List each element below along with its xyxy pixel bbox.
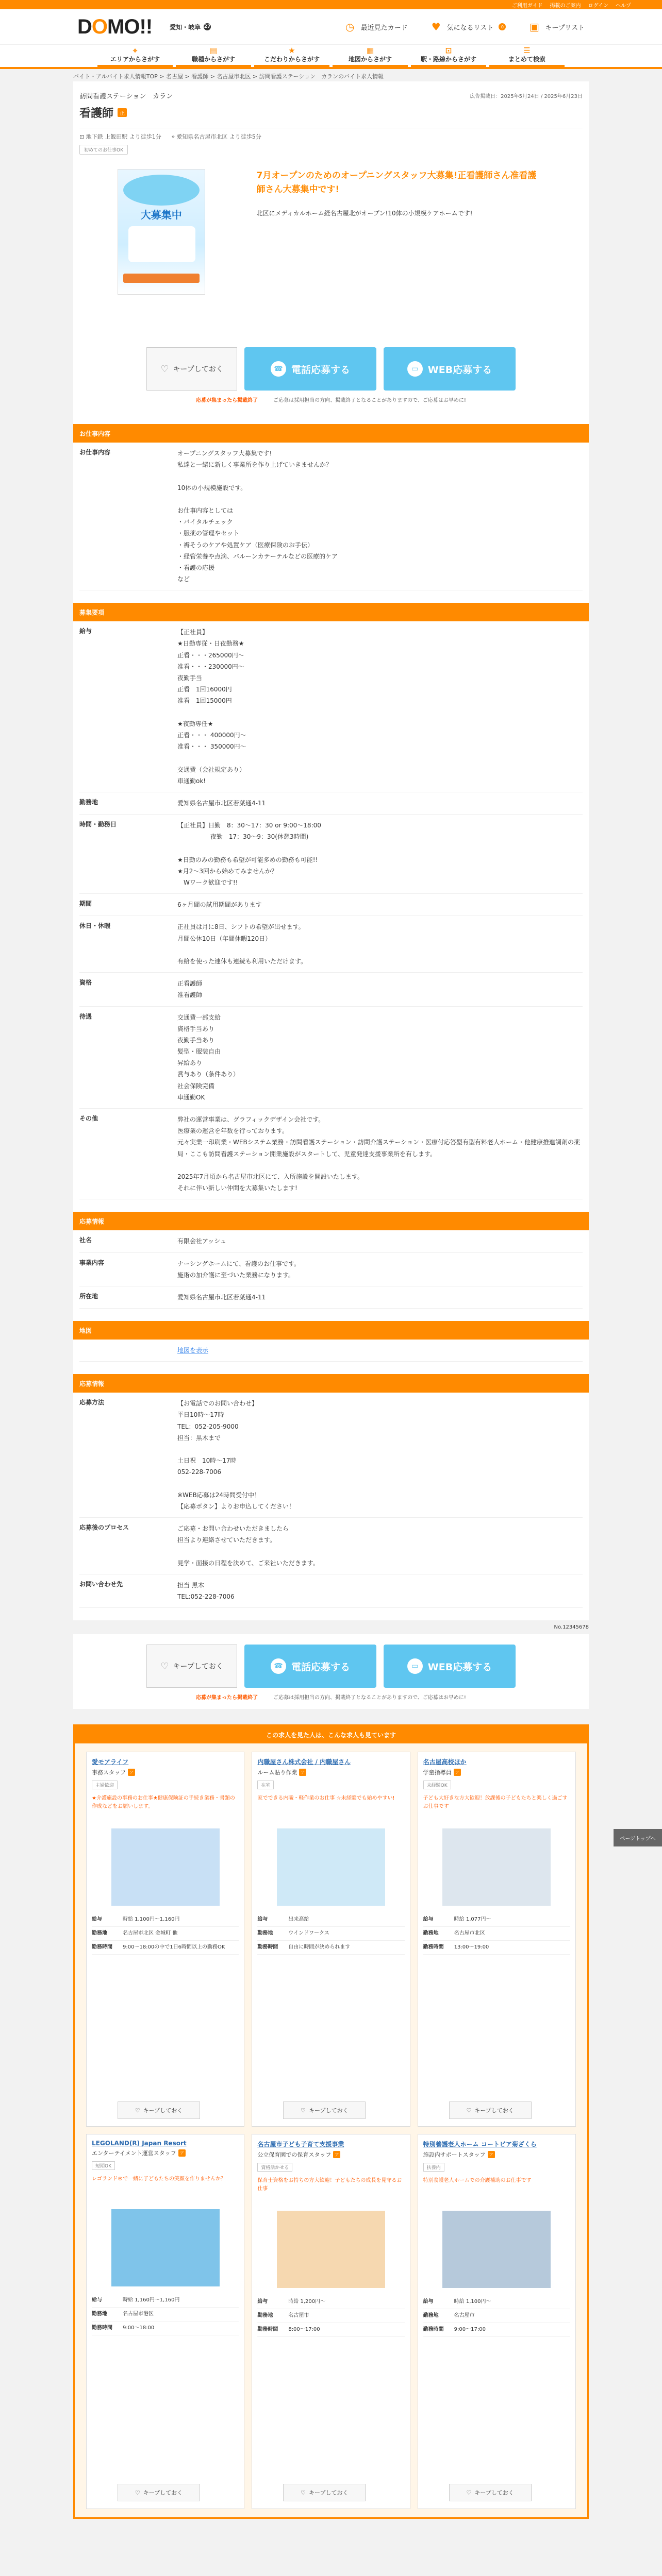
info-row: [79, 1340, 583, 1362]
info-value: 【正社員】 ★日勤専従・日夜勤務★ 正看・・・265000円～ 准看・・・230000円～ 夜勤手当 正看 1回16000円 准看 1回15000円 ★夜勤専任★ 正看・・・ 400000円～ 准看・・・ 350000円～ 交通費（会社規定あり） 車通勤ok!: [177, 629, 246, 785]
map-pin-icon: ⌖: [133, 45, 138, 55]
posting-dates: 広告掲載日：2025年5月24日 / 2025年6月23日: [470, 94, 583, 99]
heart-icon: ♡: [466, 2489, 472, 2496]
section-header: 応募情報: [73, 1374, 589, 1393]
similar-job-place: 勤務地 名古屋市北区: [423, 1927, 570, 1941]
site-logo[interactable]: D O MO!!: [77, 15, 153, 38]
nav-map[interactable]: ▦ 地図からさがす: [333, 45, 408, 67]
section-header: 募集要項: [73, 603, 589, 621]
list-icon: ☰: [523, 45, 531, 55]
similar-job-title: ルーム貼り作業 ア: [257, 1768, 404, 1776]
info-label: 事業内容: [79, 1259, 105, 1266]
similar-job-tag: 資格活かせる: [257, 2163, 292, 2172]
nav-preference[interactable]: ★ こだわりからさがす: [254, 45, 329, 67]
info-row: [79, 621, 583, 792]
site-header: [0, 9, 662, 44]
station-info: ⊡ 地下鉄 上飯田駅 より徒歩1分: [79, 133, 161, 140]
info-label: 時間・勤務日: [79, 821, 117, 828]
tel-apply-button[interactable]: ☎ 電話応募する: [244, 347, 376, 391]
heart-icon: ♡: [301, 2107, 306, 2114]
similar-job-title: 事務スタッフ ア: [92, 1768, 239, 1776]
similar-job-pay: 給与 時給 1,160円～1,160円: [92, 2294, 239, 2308]
info-row: [79, 815, 583, 894]
similar-job-time: 勤務時間 8:00～17:00: [257, 2323, 404, 2337]
info-label: 所在地: [79, 1292, 98, 1300]
info-value: 正社員は月に8日、シフトの希望が出せます。 月間公休10日（年間休暇120日） 有給を使った連休も連続も利用いただけます。: [177, 923, 307, 965]
similar-job-pay: 給与 出来高給: [257, 1913, 404, 1927]
badge-icon: ア: [299, 1769, 306, 1776]
similar-job-time: 勤務時間 自由に時間が決められます: [257, 1941, 404, 1955]
info-row: [79, 443, 583, 590]
bottom-actions: ♡ キープしておく ☎ 電話応募する ▭ WEB応募する 応募が集まったら掲載終了 ご応募は採用担当の方向、掲載終了となることがありますので、ご応募はお早めに!: [73, 1634, 589, 1709]
apply-note-strong: 応募が集まったら掲載終了: [196, 398, 258, 403]
similar-job-keep-button[interactable]: ♡ キープしておく: [283, 2102, 366, 2119]
similar-job-card[interactable]: [86, 1752, 244, 2127]
similar-job-place: 勤務地 ウインドワークス: [257, 1927, 404, 1941]
heart-icon: ♡: [301, 2489, 306, 2496]
similar-job-card[interactable]: [252, 1752, 410, 2127]
info-value: ご応募・お問い合わせいただきましたら 担当より連絡させていただきます。 見学・面接の日程を決めて、ご来社いただきます。: [177, 1525, 319, 1567]
back-to-top-button[interactable]: ページトップへ: [614, 1829, 662, 1846]
heart-icon: ♡: [135, 2489, 140, 2496]
topbar: [0, 0, 662, 9]
web-apply-button[interactable]: ▭ WEB応募する: [384, 347, 516, 391]
similar-job-tag: 短期OK: [92, 2161, 115, 2170]
tel-apply-button-bottom[interactable]: ☎ 電話応募する: [244, 1645, 376, 1688]
area-selector[interactable]: 愛知・岐阜 27: [170, 23, 211, 31]
similar-job-company[interactable]: LEGOLAND(R) Japan Resort: [92, 2140, 187, 2147]
similar-job-pay: 給与 時給 1,200円～: [257, 2295, 404, 2309]
feature-tag: 初めてのお仕事OK: [79, 145, 128, 155]
similar-job-tag: 在宅: [257, 1781, 274, 1789]
info-label: 応募方法: [79, 1399, 105, 1406]
briefcase-icon: ▤: [209, 45, 218, 55]
info-row: [79, 1393, 583, 1518]
info-value: 有限会社アッシュ: [177, 1238, 226, 1245]
similar-job-keep-button[interactable]: ♡ キープしておく: [283, 2484, 366, 2501]
info-row: [79, 1286, 583, 1309]
topbar-link[interactable]: 掲載のご案内: [550, 3, 581, 9]
nav-area[interactable]: ⌖ エリアからさがす: [97, 45, 173, 67]
similar-job-image: [277, 2211, 385, 2288]
similar-job-time: 勤務時間 9:00～17:00: [423, 2323, 570, 2337]
info-value: 交通費一部支給 資格手当あり 夜勤手当あり 髪型・服装自由 昇給あり 賞与あり（条件あり） 社会保険完備 車通勤OK: [177, 1013, 240, 1101]
history-icon: ◷: [345, 21, 355, 33]
star-icon: ★: [288, 45, 295, 55]
nav-all-search[interactable]: ☰ まとめて検索: [489, 45, 565, 67]
job-poster-image: 大募集中: [118, 169, 205, 295]
similar-job-company[interactable]: 内職屋さん株式会社 / 内職屋さん: [257, 1758, 351, 1766]
keep-button[interactable]: ♡ キープしておく: [146, 347, 237, 391]
badge-icon: ア: [178, 2149, 186, 2157]
catch-sub: 北区にメディカルホーム経名古屋北がオープン!10体の小規模ケアホームです!: [256, 210, 473, 217]
info-label: 休日・休暇: [79, 922, 111, 930]
map-link[interactable]: 地図を表示: [177, 1347, 209, 1354]
info-value: 正看護師 准看護師: [177, 980, 203, 999]
similar-job-image: [442, 2211, 551, 2288]
nav-job-type[interactable]: ▤ 職種からさがす: [176, 45, 251, 67]
heart-icon: ♡: [466, 2107, 472, 2114]
badge-icon: ア: [454, 1769, 461, 1776]
similar-job-time: 勤務時間 9:00～18:00の中で1日6時間以上の勤務OK: [92, 1941, 239, 1955]
info-label: その他: [79, 1115, 98, 1122]
similar-job-desc: レゴランド®で一緒に子どもたちの笑顔を作りませんか？: [92, 2176, 226, 2182]
info-label: 資格: [79, 979, 92, 987]
nav-station[interactable]: ⊡ 駅・路線からさがす: [411, 45, 486, 67]
similar-job-keep-button[interactable]: ♡ キープしておく: [449, 2484, 532, 2501]
catch-copy: 7月オープンのためのオープニングスタッフ大募集!正看護師さん准看護師さん大募集中です!: [256, 171, 537, 195]
info-row: [79, 1253, 583, 1286]
info-row: [79, 1007, 583, 1109]
similar-job-image: [111, 2209, 220, 2286]
apply-note: ご応募は採用担当の方向、掲載終了となることがありますので、ご応募はお早めに!: [273, 398, 466, 403]
pc-icon: ▭: [407, 1658, 423, 1674]
keep-button-bottom[interactable]: ♡ キープしておく: [146, 1645, 237, 1688]
info-row: [79, 1109, 583, 1199]
similar-job-title: 学童指導員 ア: [423, 1768, 570, 1776]
similar-job-title: エンターテイメント運営スタッフ ア: [92, 2149, 239, 2157]
info-row: [79, 973, 583, 1006]
info-value: オープニングスタッフ大募集です! 私達と一緒に新しく事業所を作り上げていきませんか？ 10体の小規模施設です。 お仕事内容としては ・バイタルチェック ・服薬の管理やセット ・褥そうのケアや処置ケア（医療保険のお手伝） ・経管栄養や点滴、バルーンカテーテルなどの医療的ケア ・看護の応援 など: [177, 450, 338, 583]
web-apply-button-bottom[interactable]: ▭ WEB応募する: [384, 1645, 516, 1688]
map-icon: ▦: [366, 45, 374, 55]
similar-job-card[interactable]: [86, 2134, 244, 2509]
badge-icon: ア: [488, 2151, 495, 2158]
info-label: お問い合わせ先: [79, 1580, 123, 1588]
similar-job-pay: 給与 時給 1,100円～1,160円: [92, 1913, 239, 1927]
info-label: 期間: [79, 900, 92, 908]
pc-icon: ▭: [407, 361, 423, 377]
similar-job-tag: 扶養内: [423, 2163, 444, 2172]
info-label: 社名: [79, 1236, 92, 1244]
train-icon: ⊡: [445, 45, 452, 55]
job-title: 看護師 正: [79, 105, 583, 121]
similar-job-desc: 保育士資格をお持ちの方大歓迎！子どもたちの成長を見守るお仕事: [257, 2178, 402, 2192]
similar-job-desc: ★介護施設の事務のお仕事★健康保険証の手続き業務・書類の作成などをお願いします。: [92, 1795, 235, 1810]
keep-list-link[interactable]: ▣ キープリスト: [527, 21, 585, 32]
similar-job-title: 施設内サポートスタッフ ア: [423, 2150, 570, 2159]
info-value: 愛知県名古屋市北区若葉通4-11: [177, 799, 266, 807]
similar-job-image: [442, 1828, 551, 1906]
similar-job-company[interactable]: 名古屋市子ども子育て支援事業: [257, 2141, 344, 2148]
employment-type-badge: 正: [118, 108, 127, 117]
similar-job-company[interactable]: 愛モアライフ: [92, 1758, 129, 1766]
info-label: [79, 1340, 177, 1361]
info-row: [79, 792, 583, 815]
area-count-badge: 27: [204, 24, 211, 29]
info-value: 愛知県名古屋市北区若葉通4-11: [177, 1293, 266, 1301]
info-row: [79, 1518, 583, 1574]
similar-job-desc: 子ども大好きな方大歓迎！放課後の子どもたちと楽しく過ごすお仕事です: [423, 1795, 568, 1810]
heart-icon: ♡: [160, 1660, 169, 1672]
similar-job-time: 勤務時間 9:00～18:00: [92, 2321, 239, 2335]
info-label: 給与: [79, 628, 92, 635]
similar-jobs: [73, 1724, 589, 2519]
address-info: ⌖ 愛知県名古屋市北区 より徒歩5分: [171, 133, 261, 140]
favorite-list-link[interactable]: ♥ 気になるリスト 0: [429, 21, 506, 32]
similar-job-pay: 給与 時給 1,077円～: [423, 1913, 570, 1927]
similar-job-card[interactable]: [252, 2134, 410, 2509]
badge-icon: ア: [333, 2151, 340, 2158]
history-link[interactable]: ◷ 最近見たカード: [343, 21, 408, 32]
similar-job-place: 勤務地 名古屋市北区 金城町 他: [92, 1927, 239, 1941]
heart-icon: ♥: [431, 21, 441, 33]
section-header: お仕事内容: [73, 424, 589, 443]
similar-job-card[interactable]: [418, 1752, 576, 2127]
similar-job-desc: 特別養護老人ホームでの介護補助のお仕事です: [423, 2178, 532, 2184]
similar-job-keep-button[interactable]: ♡ キープしておく: [118, 2484, 200, 2501]
info-value: 担当 黒木 TEL:052-228-7006: [177, 1581, 235, 1601]
info-value: ナーシングホームにて、看護のお仕事です。 施術の加介護に至づいた業務になります。: [177, 1260, 301, 1279]
phone-icon: ☎: [271, 361, 286, 377]
similar-job-image: [277, 1828, 385, 1906]
keep-icon: ▣: [529, 21, 539, 33]
similar-job-tag: 未経験OK: [423, 1781, 451, 1789]
job-detail-card: [73, 81, 589, 1620]
info-value: 【正社員】日勤 8：30～17：30 or 9:00～18:00 夜勤 17：30～9：30(休憩3時間) ★日勤のみの勤務も希望が可能多めの勤務も可能!! ★月2～3回から始めてみませんか？ Wワーク歓迎です!!: [177, 822, 321, 886]
topbar-link[interactable]: ヘルプ: [616, 3, 631, 9]
company-name: 訪問看護ステーション カラン: [79, 93, 173, 100]
similar-job-desc: 家でできる内職・軽作業のお仕事 ☆未経験でも始めやすい!: [257, 1795, 395, 1802]
similar-job-card[interactable]: [418, 2134, 576, 2509]
info-row: [79, 1230, 583, 1252]
info-label: お仕事内容: [79, 449, 111, 456]
heart-icon: ♡: [160, 363, 169, 375]
topbar-link[interactable]: ご利用ガイド: [511, 3, 543, 9]
similar-job-place: 勤務地 名古屋市港区: [92, 2308, 239, 2321]
similar-job-keep-button[interactable]: ♡ キープしておく: [118, 2102, 200, 2119]
similar-job-place: 勤務地 名古屋市: [423, 2309, 570, 2323]
info-row: [79, 1574, 583, 1608]
info-value: 【お電話でのお問い合わせ】 平日10時～17時 TEL：052-205-9000 担当：黒木まで 土日祝 10時～17時 052-228-7006 ※WEB応募は24時間受付中！ 【応募ボタン】よりお申込してください！: [177, 1400, 295, 1510]
main-nav: [0, 44, 662, 67]
similar-jobs-title: この求人を見た人は、こんな求人も見ています: [75, 1726, 587, 1743]
badge-icon: ア: [128, 1769, 135, 1776]
info-label: 応募後のプロセス: [79, 1524, 129, 1532]
job-id: No.12345678: [554, 1624, 589, 1631]
info-row: [79, 916, 583, 973]
similar-job-company[interactable]: 名古屋高校ほか: [423, 1758, 467, 1766]
info-row: [79, 894, 583, 916]
similar-job-tag: 主婦歓迎: [92, 1781, 118, 1789]
nav-divider: [0, 67, 662, 69]
info-value: 6ヶ月間の試用期間があります: [177, 901, 262, 909]
breadcrumb[interactable]: バイト・アルバイト求人情報TOP > 名古屋 > 看護師 > 名古屋市北区 > 訪問看護ステーション カランのバイト求人情報: [73, 73, 384, 80]
phone-icon: ☎: [271, 1658, 286, 1674]
section-header: 地図: [73, 1321, 589, 1340]
similar-job-image: [111, 1828, 220, 1906]
similar-job-company[interactable]: 特別養護老人ホーム コートビア菊ざくら: [423, 2141, 537, 2148]
similar-job-pay: 給与 時給 1,100円～: [423, 2295, 570, 2309]
topbar-link[interactable]: ログイン: [588, 3, 608, 9]
similar-job-title: 公立保育園での保育スタッフ ア: [257, 2150, 404, 2159]
similar-job-place: 勤務地 名古屋市: [257, 2309, 404, 2323]
similar-job-time: 勤務時間 13:00～19:00: [423, 1941, 570, 1955]
info-label: 勤務地: [79, 798, 98, 806]
heart-icon: ♡: [135, 2107, 140, 2114]
section-header: 応募情報: [73, 1212, 589, 1230]
similar-job-keep-button[interactable]: ♡ キープしておく: [449, 2102, 532, 2119]
info-label: 待遇: [79, 1012, 92, 1020]
info-value: 弊社の運営事業は、グラフィックデザイン会社です。 医療業の運営を年数を行っております。 元々実業一印刷業・WEBシステム業務・訪問看護ステーション・訪問介護ステーション・医療付応答型有型有料老人ホーム・他健康推進調剤の薬局・ここも訪問看護ステーション開業施設がスタートして、児童発達支援事業所を有します。 2025年7月頃から名古屋市北区にて、入所施設を開設いたします。 それに伴い新しい仲間を大募集いたします!: [177, 1116, 581, 1192]
